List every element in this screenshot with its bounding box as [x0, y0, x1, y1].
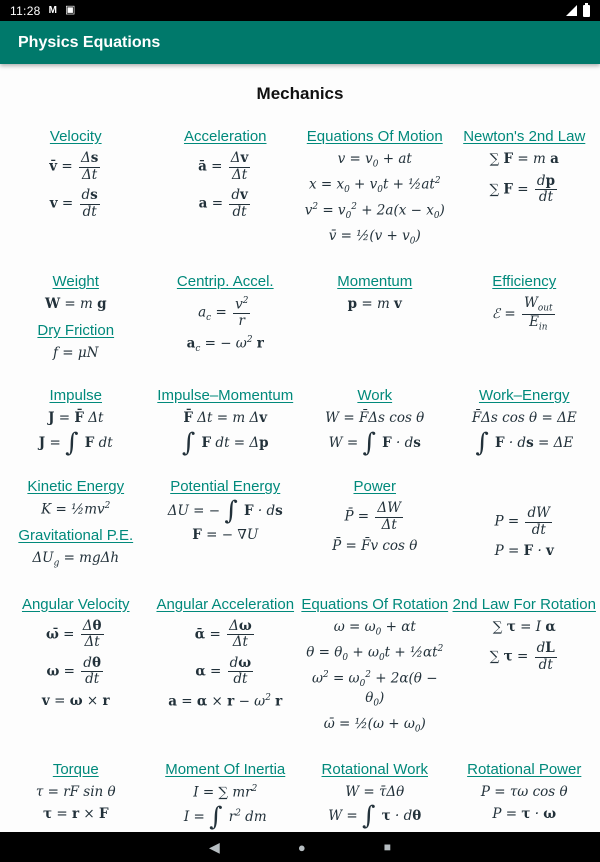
formula: ∑ F = $\frac{dp}{dt}$ — [489, 172, 556, 206]
equation-block — [2, 596, 150, 711]
formula: f = μN — [53, 344, 99, 361]
gmail-notification-icon: M — [48, 4, 57, 16]
equation-cell-r5c3 — [301, 596, 449, 741]
battery-icon — [583, 5, 590, 17]
section-title[interactable]: Newton's 2nd Law — [463, 128, 586, 145]
equation-block — [2, 478, 150, 519]
formula: $a_c$ = − $\omega^2$ r — [186, 334, 264, 354]
section-title[interactable]: Velocity — [49, 128, 102, 145]
equation-cell-r2c3 — [301, 273, 449, 367]
equation-block — [152, 478, 300, 544]
formula: F̄ Δt = m Δv — [183, 410, 268, 427]
section-title[interactable]: Moment Of Inertia — [165, 760, 286, 778]
equation-cell-r1c3 — [301, 128, 449, 253]
section-title[interactable]: Efficiency — [492, 273, 557, 291]
equation-cell-r6c1 — [2, 761, 150, 833]
equation-cell-r2c2 — [152, 273, 300, 367]
equation-block — [2, 387, 150, 458]
formula: $\Delta U_g = mg\Delta h$ — [32, 550, 120, 569]
equation-cell-r5c1 — [2, 596, 150, 741]
equation-cell-r2c4 — [451, 273, 599, 367]
formula: ᾱ = $\frac{\Delta\omega}{\Delta t}$ — [194, 617, 252, 651]
section-title[interactable]: Dry Friction — [37, 321, 115, 339]
equation-block — [451, 387, 599, 458]
equation-block — [301, 387, 449, 458]
equation-block — [2, 128, 150, 220]
equation-cell-r1c2 — [152, 128, 300, 253]
equation-cell-r4c4 — [451, 478, 599, 575]
section-title[interactable]: Equations Of Motion — [306, 128, 443, 145]
formula: τ = r × F — [42, 806, 109, 823]
equation-cell-r1c4 — [451, 128, 599, 253]
recents-button[interactable]: ■ — [383, 840, 391, 855]
formula: v̄ = $\frac{\Delta s}{\Delta t}$ — [49, 150, 99, 183]
formula: v̄ = ½(v + $v_0$) — [328, 227, 421, 247]
content-area — [0, 64, 600, 832]
equation-block — [451, 596, 599, 674]
equation-block — [2, 322, 150, 363]
formula: J = ∫ F dt — [38, 427, 113, 458]
formula: ā = $\frac{\Delta v}{\Delta t}$ — [198, 150, 249, 183]
formula: a = $\frac{dv}{dt}$ — [198, 187, 248, 220]
formula: $v = v_0$ + at — [337, 151, 412, 170]
formula: P = τω cos θ — [480, 783, 568, 800]
equation-cell-r4c1 — [2, 478, 150, 575]
formula: I = ∫ $r^2$ dm — [183, 801, 267, 832]
formula: I = ∑ $mr^2$ — [193, 783, 258, 801]
home-button[interactable]: ● — [297, 839, 306, 855]
equation-block — [2, 273, 150, 314]
formula: F̄Δs cos θ = ΔE — [471, 410, 577, 427]
formula: W = m g — [44, 296, 107, 313]
formula: $\omega = \omega_0 + \alpha t$ — [333, 618, 416, 638]
equation-cell-r5c4 — [451, 596, 599, 741]
formula: α = $\frac{d\omega}{dt}$ — [195, 654, 252, 688]
equation-block — [301, 478, 449, 556]
formula: ω = $\frac{d\theta}{dt}$ — [46, 654, 101, 688]
equation-block — [301, 128, 449, 248]
equation-block — [451, 478, 599, 561]
equation-cell-r6c2 — [152, 761, 300, 833]
section-title[interactable]: Centrip. Accel. — [176, 273, 274, 291]
formula: $a = \alpha \times r - \omega^2$ r — [168, 692, 283, 710]
formula: P = $\frac{dW}{dt}$ — [494, 505, 550, 538]
formula: $a_c$ = $\frac{v^2}{r}$ — [198, 296, 249, 330]
formula: W = F̄Δs cos θ — [325, 410, 425, 427]
formula: ∑ τ = I α — [492, 618, 556, 635]
formula: ∑ F = m a — [489, 151, 559, 167]
status-bar[interactable] — [0, 0, 600, 21]
equation-block — [152, 760, 300, 832]
equation-block — [301, 596, 449, 736]
equation-block — [451, 761, 599, 824]
formula: W = ∫ F · ds — [328, 427, 421, 458]
navigation-bar — [0, 832, 600, 862]
formula: ΔU = − ∫ F · ds — [167, 496, 283, 527]
equation-cell-r3c2 — [152, 387, 300, 458]
section-title[interactable]: Work–Energy — [478, 387, 570, 405]
section-title[interactable]: Weight — [52, 273, 99, 291]
equation-block — [152, 128, 300, 220]
formula: P̄ = $\frac{\Delta W}{\Delta t}$ — [344, 500, 402, 533]
equation-cell-r6c3 — [301, 761, 449, 833]
app-title: Physics Equations — [18, 33, 161, 51]
section-title[interactable]: Acceleration — [183, 128, 267, 145]
formula: $K = \frac{1}{2}mv^2$ — [41, 501, 111, 518]
formula: P = F · v — [494, 543, 554, 560]
formula: ω̄ = $\frac{\Delta\theta}{\Delta t}$ — [45, 617, 102, 651]
section-title[interactable]: Equations Of Rotation — [301, 595, 449, 613]
equation-block — [451, 273, 599, 333]
section-title[interactable]: 2nd Law For Rotation — [452, 595, 596, 613]
section-title[interactable]: Angular Acceleration — [156, 595, 295, 613]
formula: P̄ = F̄v cos θ — [332, 538, 418, 555]
section-title[interactable]: Impulse–Momentum — [157, 387, 294, 405]
formula: ω̄ = ½(ω + $\omega_0$) — [323, 715, 426, 735]
formula: ℰ = $\frac{W_{out}}{E_{in}}$ — [491, 295, 553, 333]
section-title[interactable]: Kinetic Energy — [27, 478, 125, 496]
app-notification-icon: ▣ — [64, 4, 76, 16]
status-right-icons — [566, 4, 590, 17]
equation-cell-r1c1 — [2, 128, 150, 253]
section-title[interactable]: Impulse — [49, 387, 103, 405]
formula: τ = rF sin θ — [35, 783, 116, 800]
section-title[interactable]: Gravitational P.E. — [18, 527, 134, 545]
equation-block — [301, 760, 449, 832]
section-title[interactable]: Angular Velocity — [21, 595, 130, 613]
equation-block — [2, 761, 150, 824]
formula: $x = x_0 + v_0t$ + $\frac{1}{2}at^2$ — [308, 176, 441, 196]
equation-block — [301, 273, 449, 314]
equation-cell-r5c2 — [152, 596, 300, 741]
equation-block — [451, 128, 599, 206]
section-title[interactable]: Power — [353, 478, 397, 496]
equation-cell-r6c4 — [451, 761, 599, 833]
formula: ∫ F · ds = ΔE — [475, 427, 574, 458]
equation-block — [152, 596, 300, 711]
equation-cell-r3c4 — [451, 387, 599, 458]
equation-cell-r4c2 — [152, 478, 300, 575]
formula: $v^2 = v_0^2 + 2a(x - x_0)$ — [304, 202, 445, 222]
equation-cell-r2c1 — [2, 273, 150, 367]
formula: $\omega^2 = \omega_0^2 + 2\alpha(\theta - \theta_0)$ — [311, 669, 438, 710]
equation-cell-r3c3 — [301, 387, 449, 458]
formula: v = $\frac{ds}{dt}$ — [49, 187, 98, 220]
section-title[interactable]: Rotational Power — [467, 760, 582, 778]
network-signal-icon — [566, 5, 577, 16]
equations-grid — [0, 128, 600, 832]
section-title[interactable]: Work — [357, 387, 393, 405]
section-title[interactable]: Rotational Work — [321, 760, 428, 778]
formula: P = τ · ω — [492, 806, 557, 823]
formula: $\theta = \theta_0 + \omega_0t$ + $\frac{1}{2}\alpha t^2$ — [306, 643, 444, 663]
back-button[interactable]: ◀ — [209, 839, 220, 856]
equation-block — [152, 273, 300, 355]
formula: F = − ∇U — [192, 526, 259, 543]
section-title[interactable]: Torque — [52, 760, 99, 778]
formula: W = ∫ τ · dθ — [328, 801, 422, 832]
formula: ∫ F dt = Δp — [181, 427, 269, 458]
section-title[interactable]: Potential Energy — [170, 478, 281, 496]
formula: v = ω × r — [41, 692, 110, 709]
equation-cell-r3c1 — [2, 387, 150, 458]
equation-block — [152, 387, 300, 458]
formula: ∑ τ = $\frac{dL}{dt}$ — [489, 640, 555, 673]
section-title[interactable]: Momentum — [337, 273, 413, 291]
page-title: Mechanics — [256, 84, 344, 103]
equation-cell-r4c3 — [301, 478, 449, 575]
formula: p = m v — [347, 296, 402, 313]
app-bar — [0, 21, 600, 64]
formula: W = τ̄Δθ — [345, 783, 405, 800]
status-time: 11:28 — [10, 3, 41, 18]
equation-block — [2, 527, 150, 570]
formula: J = F̄ Δt — [48, 410, 104, 427]
